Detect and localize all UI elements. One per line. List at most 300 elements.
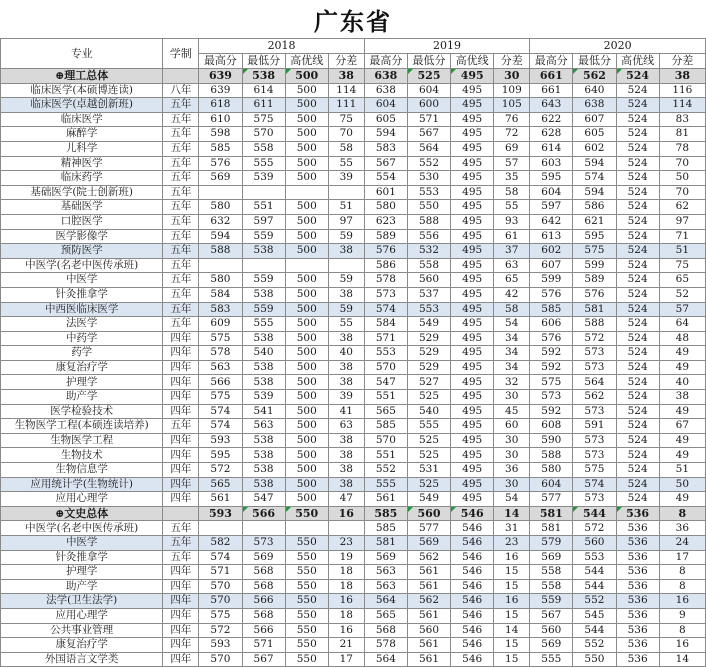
score-cell: 550 — [285, 623, 328, 638]
header-system: 学制 — [163, 39, 199, 69]
score-cell: 538 — [242, 375, 285, 390]
score-cell: 47 — [328, 492, 364, 507]
table-row — [1, 171, 706, 186]
major-name-cell: 药学 — [1, 346, 163, 361]
major-name-cell: 生物信息学 — [1, 463, 163, 478]
score-cell: 524 — [616, 477, 659, 492]
score-cell: 524 — [616, 492, 659, 507]
score-cell: 30 — [494, 390, 530, 405]
score-cell: 547 — [242, 492, 285, 507]
score-cell: 32 — [494, 375, 530, 390]
score-cell: 546 — [451, 594, 494, 609]
score-cell: 531 — [407, 463, 450, 478]
score-cell: 597 — [530, 200, 573, 215]
score-cell: 93 — [494, 214, 530, 229]
system-cell — [163, 69, 199, 84]
table-row — [1, 214, 706, 229]
score-cell: 589 — [364, 229, 407, 244]
score-cell: 606 — [530, 317, 573, 332]
score-cell: 495 — [451, 287, 494, 302]
score-cell: 661 — [530, 69, 573, 84]
score-cell: 35 — [494, 171, 530, 186]
major-name-cell: 预防医学 — [1, 244, 163, 259]
score-cell: 573 — [364, 287, 407, 302]
score-cell: 51 — [659, 463, 705, 478]
score-cell: 500 — [285, 448, 328, 463]
score-cell: 581 — [530, 521, 573, 536]
score-cell: 573 — [573, 433, 616, 448]
score-cell: 500 — [285, 156, 328, 171]
system-cell: 五年 — [163, 317, 199, 332]
score-cell: 618 — [199, 98, 242, 113]
score-cell: 561 — [407, 652, 450, 667]
score-cell: 550 — [285, 594, 328, 609]
score-cell: 50 — [659, 171, 705, 186]
score-cell: 61 — [494, 229, 530, 244]
score-cell — [242, 258, 285, 273]
score-cell: 536 — [616, 565, 659, 580]
score-cell: 558 — [407, 258, 450, 273]
score-cell: 18 — [328, 579, 364, 594]
major-name-cell: ⊕理工总体 — [1, 69, 163, 84]
score-cell: 70 — [328, 127, 364, 142]
score-cell: 550 — [285, 536, 328, 551]
score-cell: 500 — [285, 404, 328, 419]
score-cell: 544 — [573, 623, 616, 638]
major-name-cell: 生物医学工程(本硕连读培养) — [1, 419, 163, 434]
major-name-cell: 中医学(名老中医传承班) — [1, 521, 163, 536]
page-title: 广东省 — [314, 7, 392, 36]
score-cell: 574 — [364, 302, 407, 317]
score-cell: 569 — [199, 171, 242, 186]
score-cell: 622 — [530, 112, 573, 127]
score-cell: 566 — [242, 623, 285, 638]
score-cell: 571 — [407, 112, 450, 127]
score-cell: 546 — [451, 565, 494, 580]
score-cell: 621 — [573, 214, 616, 229]
score-cell: 568 — [242, 608, 285, 623]
system-cell: 五年 — [163, 171, 199, 186]
score-cell: 573 — [530, 390, 573, 405]
score-cell: 55 — [328, 317, 364, 332]
header-major: 专业 — [1, 39, 163, 69]
score-cell: 552 — [573, 638, 616, 653]
score-cell: 590 — [530, 433, 573, 448]
system-cell: 四年 — [163, 433, 199, 448]
score-cell: 38 — [328, 477, 364, 492]
score-cell: 525 — [407, 69, 450, 84]
score-cell: 540 — [407, 404, 450, 419]
score-cell: 495 — [451, 69, 494, 84]
score-cell: 75 — [659, 258, 705, 273]
table-row — [1, 463, 706, 478]
score-cell: 570 — [364, 360, 407, 375]
score-cell: 537 — [407, 287, 450, 302]
system-cell: 四年 — [163, 331, 199, 346]
score-cell: 595 — [573, 229, 616, 244]
table-row — [1, 390, 706, 405]
score-cell: 524 — [616, 156, 659, 171]
score-cell: 638 — [573, 98, 616, 113]
score-cell: 111 — [328, 98, 364, 113]
score-cell: 563 — [242, 419, 285, 434]
score-cell: 580 — [199, 273, 242, 288]
score-cell: 16 — [494, 550, 530, 565]
score-cell: 605 — [573, 127, 616, 142]
score-cell: 495 — [451, 244, 494, 259]
major-name-cell: 针灸推拿学 — [1, 550, 163, 565]
score-cell: 570 — [199, 652, 242, 667]
score-cell: 579 — [530, 536, 573, 551]
score-cell — [285, 521, 328, 536]
score-cell: 525 — [407, 433, 450, 448]
score-cell: 495 — [451, 448, 494, 463]
score-cell: 524 — [616, 200, 659, 215]
major-name-cell: 助产学 — [1, 579, 163, 594]
score-cell: 574 — [199, 550, 242, 565]
table-row — [1, 652, 706, 667]
score-cell: 544 — [573, 579, 616, 594]
score-cell: 581 — [573, 302, 616, 317]
score-cell: 500 — [285, 360, 328, 375]
score-cell: 584 — [364, 317, 407, 332]
system-cell: 五年 — [163, 550, 199, 565]
score-cell: 23 — [328, 536, 364, 551]
score-cell: 39 — [328, 390, 364, 405]
score-cell: 555 — [242, 317, 285, 332]
score-cell: 38 — [659, 390, 705, 405]
score-cell: 661 — [530, 83, 573, 98]
score-cell: 500 — [285, 127, 328, 142]
score-cell: 97 — [659, 214, 705, 229]
score-cell: 538 — [242, 331, 285, 346]
score-cell: 38 — [328, 463, 364, 478]
score-cell: 576 — [530, 287, 573, 302]
score-cell: 561 — [364, 492, 407, 507]
score-cell: 563 — [364, 565, 407, 580]
score-cell: 59 — [328, 302, 364, 317]
score-cell: 495 — [451, 433, 494, 448]
score-cell: 63 — [494, 258, 530, 273]
score-cell: 525 — [407, 448, 450, 463]
score-cell: 495 — [451, 185, 494, 200]
score-cell: 604 — [530, 185, 573, 200]
score-cell: 31 — [494, 521, 530, 536]
system-cell: 四年 — [163, 652, 199, 667]
score-cell: 49 — [659, 360, 705, 375]
score-cell: 550 — [285, 608, 328, 623]
score-cell: 585 — [364, 521, 407, 536]
score-cell: 495 — [451, 346, 494, 361]
score-cell: 536 — [616, 623, 659, 638]
table-row — [1, 185, 706, 200]
score-cell: 561 — [407, 565, 450, 580]
score-cell: 554 — [364, 171, 407, 186]
score-cell: 632 — [199, 214, 242, 229]
score-cell: 495 — [451, 477, 494, 492]
score-cell: 591 — [573, 419, 616, 434]
score-cell: 560 — [407, 506, 450, 521]
table-row — [1, 200, 706, 215]
score-cell: 575 — [242, 112, 285, 127]
score-cell: 536 — [616, 550, 659, 565]
table-row — [1, 287, 706, 302]
score-cell: 553 — [407, 302, 450, 317]
score-cell: 500 — [285, 346, 328, 361]
score-cell: 524 — [616, 83, 659, 98]
score-cell: 116 — [659, 83, 705, 98]
score-cell: 550 — [285, 652, 328, 667]
score-cell: 614 — [530, 141, 573, 156]
score-cell: 16 — [659, 638, 705, 653]
score-cell: 36 — [494, 463, 530, 478]
score-cell: 594 — [364, 127, 407, 142]
score-cell: 577 — [407, 521, 450, 536]
score-cell: 495 — [451, 171, 494, 186]
table-row — [1, 433, 706, 448]
score-cell: 541 — [242, 404, 285, 419]
table-row — [1, 448, 706, 463]
score-cell: 59 — [328, 229, 364, 244]
score-cell: 65 — [494, 273, 530, 288]
score-cell: 55 — [494, 200, 530, 215]
table-header — [1, 39, 706, 69]
score-cell: 538 — [242, 244, 285, 259]
score-cell: 544 — [573, 506, 616, 521]
score-cell: 38 — [328, 331, 364, 346]
score-cell: 573 — [573, 346, 616, 361]
score-cell: 37 — [494, 244, 530, 259]
score-cell: 599 — [530, 273, 573, 288]
score-cell: 18 — [328, 565, 364, 580]
score-cell: 495 — [451, 419, 494, 434]
major-name-cell: 公共事业管理 — [1, 623, 163, 638]
major-name-cell: 中医学 — [1, 536, 163, 551]
score-cell: 561 — [407, 608, 450, 623]
score-cell: 495 — [451, 112, 494, 127]
score-cell: 566 — [199, 375, 242, 390]
score-cell: 536 — [616, 594, 659, 609]
score-cell: 536 — [616, 536, 659, 551]
score-cell: 562 — [573, 69, 616, 84]
score-cell: 50 — [659, 477, 705, 492]
score-cell: 34 — [494, 360, 530, 375]
score-cell: 500 — [285, 141, 328, 156]
score-cell: 595 — [530, 171, 573, 186]
score-cell: 8 — [659, 579, 705, 594]
score-cell: 529 — [407, 331, 450, 346]
score-cell: 570 — [199, 594, 242, 609]
score-cell — [285, 258, 328, 273]
score-cell: 524 — [616, 141, 659, 156]
score-cell: 546 — [451, 506, 494, 521]
header-year-2020: 2020 — [530, 39, 706, 54]
table-row — [1, 112, 706, 127]
score-cell: 581 — [530, 506, 573, 521]
score-cell — [328, 258, 364, 273]
score-cell: 599 — [573, 258, 616, 273]
score-cell: 549 — [407, 317, 450, 332]
major-name-cell: 法学(卫生法学) — [1, 594, 163, 609]
score-cell: 64 — [659, 317, 705, 332]
score-cell: 567 — [530, 608, 573, 623]
score-cell: 500 — [285, 244, 328, 259]
header-high-line: 高优线 — [616, 54, 659, 69]
score-cell: 42 — [494, 287, 530, 302]
system-cell: 五年 — [163, 258, 199, 273]
score-cell: 16 — [328, 623, 364, 638]
major-name-cell: 医学影像学 — [1, 229, 163, 244]
score-cell: 552 — [364, 463, 407, 478]
score-cell: 539 — [242, 390, 285, 405]
score-cell: 595 — [199, 448, 242, 463]
score-cell: 495 — [451, 214, 494, 229]
header-max-score: 最高分 — [530, 54, 573, 69]
table-row — [1, 375, 706, 390]
score-cell: 524 — [616, 375, 659, 390]
table-row — [1, 536, 706, 551]
score-cell: 544 — [573, 565, 616, 580]
score-cell: 546 — [451, 652, 494, 667]
score-cell: 640 — [573, 83, 616, 98]
table-row — [1, 404, 706, 419]
score-cell: 9 — [659, 608, 705, 623]
major-name-cell: 法医学 — [1, 317, 163, 332]
system-cell: 五年 — [163, 127, 199, 142]
score-cell: 594 — [573, 156, 616, 171]
score-cell: 529 — [407, 360, 450, 375]
score-cell: 30 — [494, 477, 530, 492]
score-cell: 14 — [494, 623, 530, 638]
score-cell: 40 — [659, 375, 705, 390]
major-name-cell: 护理学 — [1, 565, 163, 580]
score-cell: 546 — [451, 579, 494, 594]
major-name-cell: 中西医临床医学 — [1, 302, 163, 317]
score-cell: 500 — [285, 375, 328, 390]
score-cell: 21 — [328, 638, 364, 653]
score-cell: 495 — [451, 375, 494, 390]
score-cell: 538 — [242, 287, 285, 302]
score-cell: 589 — [573, 273, 616, 288]
system-cell: 五年 — [163, 141, 199, 156]
table-row — [1, 331, 706, 346]
table-row — [1, 419, 706, 434]
score-cell: 573 — [573, 492, 616, 507]
score-cell: 495 — [451, 404, 494, 419]
score-cell: 539 — [242, 171, 285, 186]
table-row — [1, 579, 706, 594]
score-cell: 16 — [328, 506, 364, 521]
header-score-diff: 分差 — [328, 54, 364, 69]
score-cell: 500 — [285, 287, 328, 302]
major-name-cell: 护理学 — [1, 375, 163, 390]
system-cell: 五年 — [163, 214, 199, 229]
score-cell: 593 — [199, 638, 242, 653]
score-cell: 576 — [530, 331, 573, 346]
score-cell: 547 — [364, 375, 407, 390]
score-cell — [328, 521, 364, 536]
score-cell: 70 — [659, 156, 705, 171]
score-cell: 78 — [659, 141, 705, 156]
score-cell: 573 — [242, 536, 285, 551]
score-cell: 602 — [530, 244, 573, 259]
header-year-2018: 2018 — [199, 39, 364, 54]
score-cell: 592 — [530, 346, 573, 361]
score-cell: 8 — [659, 565, 705, 580]
score-cell: 500 — [285, 83, 328, 98]
score-cell: 607 — [573, 112, 616, 127]
score-cell: 495 — [451, 317, 494, 332]
score-cell: 610 — [199, 112, 242, 127]
system-cell: 五年 — [163, 419, 199, 434]
system-cell: 四年 — [163, 390, 199, 405]
score-cell: 588 — [199, 244, 242, 259]
score-cell: 495 — [451, 390, 494, 405]
score-cell: 524 — [616, 302, 659, 317]
score-cell: 556 — [407, 229, 450, 244]
score-cell: 585 — [364, 419, 407, 434]
score-cell: 567 — [364, 156, 407, 171]
table-row — [1, 258, 706, 273]
score-cell: 564 — [364, 652, 407, 667]
system-cell: 四年 — [163, 579, 199, 594]
score-cell: 550 — [285, 506, 328, 521]
score-cell: 524 — [616, 185, 659, 200]
total-row — [1, 69, 706, 84]
score-cell: 524 — [616, 127, 659, 142]
score-cell: 114 — [659, 98, 705, 113]
score-cell: 571 — [242, 638, 285, 653]
major-name-cell: 应用心理学 — [1, 492, 163, 507]
score-cell: 495 — [451, 83, 494, 98]
score-cell: 550 — [285, 579, 328, 594]
score-cell: 36 — [659, 521, 705, 536]
score-cell: 569 — [242, 550, 285, 565]
score-cell: 575 — [199, 390, 242, 405]
score-cell: 38 — [328, 360, 364, 375]
score-cell: 562 — [407, 594, 450, 609]
score-cell: 551 — [242, 200, 285, 215]
score-cell: 592 — [530, 404, 573, 419]
score-cell: 75 — [328, 112, 364, 127]
score-cell: 15 — [494, 652, 530, 667]
score-cell: 49 — [659, 346, 705, 361]
major-name-cell: 基础医学 — [1, 200, 163, 215]
header-score-diff: 分差 — [659, 54, 705, 69]
score-cell: 588 — [573, 317, 616, 332]
score-cell: 45 — [494, 404, 530, 419]
score-cell: 607 — [530, 258, 573, 273]
score-cell: 18 — [328, 608, 364, 623]
score-cell: 49 — [659, 492, 705, 507]
system-cell: 五年 — [163, 98, 199, 113]
system-cell: 五年 — [163, 536, 199, 551]
score-cell: 639 — [199, 83, 242, 98]
score-cell: 569 — [530, 638, 573, 653]
table-row — [1, 608, 706, 623]
score-cell: 563 — [364, 579, 407, 594]
system-cell: 八年 — [163, 83, 199, 98]
score-cell: 568 — [242, 579, 285, 594]
score-cell: 524 — [616, 317, 659, 332]
score-table — [0, 38, 706, 667]
score-cell: 15 — [494, 579, 530, 594]
score-cell: 561 — [407, 579, 450, 594]
score-cell: 604 — [530, 477, 573, 492]
score-cell: 573 — [573, 404, 616, 419]
score-cell: 638 — [364, 83, 407, 98]
score-cell: 16 — [659, 594, 705, 609]
